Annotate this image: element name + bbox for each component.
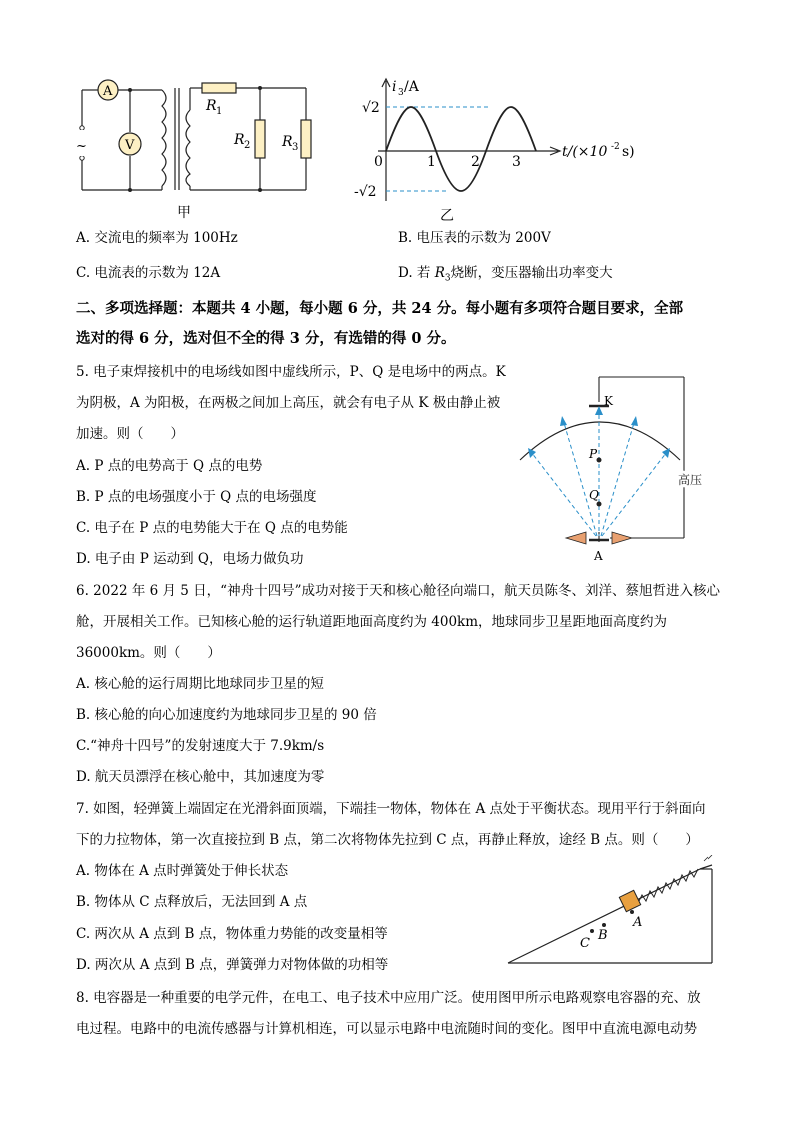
q4-option-c: C. 电流表的示数为 12A (76, 265, 221, 281)
y-axis-label: i (392, 79, 397, 95)
q5-option-c: C. 电子在 P 点的电势能大于在 Q 点的电势能 (76, 520, 348, 536)
q6-option-b: B. 核心舱的向心加速度约为地球同步卫星的 90 倍 (76, 707, 377, 723)
ac-symbol: ~ (76, 139, 87, 154)
q7-stem-line2: 下的力拉物体，第一次直接拉到 B 点，第二次将物体先拉到 C 点，再静止释放，途经 B 点。则（ ） (76, 832, 699, 848)
resistor-r1 (202, 83, 236, 93)
r1-label: R (206, 98, 217, 114)
q5-option-b: B. P 点的电场强度小于 Q 点的电场强度 (76, 489, 317, 505)
q6-stem-line2: 舱，开展相关工作。已知核心舱的运行轨道距地面高度约为 400km，地球同步卫星距地面高度约为 (76, 614, 668, 630)
sine-curve (386, 107, 536, 191)
section2-header-line2: 选对的得 6 分，选对但不全的得 3 分，有选错的得 0 分。 (76, 330, 456, 347)
q5-stem-line2: 为阴极，A 为阳极，在两极之间加上高压，就会有电子从 K 极由静止被 (76, 395, 501, 411)
point-q-label: Q (589, 488, 599, 502)
r1-sub: 1 (216, 106, 223, 117)
q7-option-a: A. 物体在 A 点时弹簧处于伸长状态 (76, 863, 289, 879)
y-tick-bottom: -√2 (354, 184, 377, 200)
q8-stem-line1: 8. 电容器是一种重要的电学元件，在电工、电子技术中应用广泛。使用图甲所示电路观察电容器的充、放 (76, 990, 701, 1006)
point-a-label: A (633, 915, 643, 930)
point-b-label: B (598, 928, 608, 943)
q5-option-d: D. 电子由 P 运动到 Q，电场力做负功 (76, 551, 304, 567)
origin-label: 0 (374, 154, 383, 170)
q4-option-b: B. 电压表的示数为 200V (398, 230, 551, 246)
block (619, 890, 640, 911)
q6-stem-line1: 6. 2022 年 6 月 5 日，“神舟十四号”成功对接于天和核心舱径向端口，航天员陈冬、刘洋、蔡旭哲进入核心 (76, 583, 720, 599)
r2-sub: 2 (244, 140, 251, 151)
q6-option-c: C.“神舟十四号”的发射速度大于 7.9km/s (76, 738, 325, 754)
q4-option-a: A. 交流电的频率为 100Hz (76, 230, 238, 246)
figure-q5-field (510, 372, 710, 568)
point-c-label: C (580, 936, 590, 951)
q6-stem-line3: 36000km。则（ ） (76, 645, 221, 661)
x-tick-2: 2 (471, 154, 480, 170)
q8-stem-line2: 电过程。电路中的电流传感器与计算机相连，可以显示电路中电流随时间的变化。图甲中直流电源电动势 (76, 1021, 697, 1037)
figure-jia-caption: 甲 (177, 205, 191, 221)
x-axis-exp: -2 (611, 142, 620, 152)
q6-option-d: D. 航天员漂浮在核心舱中，其加速度为零 (76, 769, 325, 785)
r3-sub: 3 (292, 142, 299, 153)
high-voltage-label: 高压 (678, 473, 703, 487)
figure-yi-graph (350, 75, 640, 205)
q5-stem-line3: 加速。则（ ） (76, 426, 184, 442)
section2-header-line1: 二、多项选择题：本题共 4 小题，每小题 6 分，共 24 分。每小题有多项符合题目要求，全部 (76, 300, 684, 317)
q7-stem-line1: 7. 如图，轻弹簧上端固定在光滑斜面顶端，下端挂一物体，物体在 A 点处于平衡状态。现用平行于斜面向 (76, 801, 706, 817)
q7-option-c: C. 两次从 A 点到 B 点，物体重力势能的改变量相等 (76, 926, 388, 942)
resistor-r3 (301, 120, 311, 158)
cathode-label: K (604, 394, 613, 408)
y-tick-top: √2 (362, 100, 380, 116)
r3-label: R (282, 134, 293, 150)
y-axis-unit: /A (404, 79, 419, 95)
figure-yi-caption: 乙 (440, 208, 454, 224)
r2-label: R (234, 132, 245, 148)
anode-label: A (594, 549, 603, 563)
q7-option-b: B. 物体从 C 点释放后，无法回到 A 点 (76, 894, 308, 910)
x-axis-unit: s) (622, 144, 635, 160)
q5-option-a: A. P 点的电势高于 Q 点的电势 (76, 458, 263, 474)
x-axis-label: t/(×10 (562, 144, 608, 160)
q5-stem-line1: 5. 电子束焊接机中的电场线如图中虚线所示，P、Q 是电场中的两点。K (76, 364, 506, 380)
q7-option-d: D. 两次从 A 点到 B 点，弹簧弹力对物体做的功相等 (76, 957, 389, 973)
y-axis-sub: 3 (398, 88, 404, 98)
x-tick-3: 3 (512, 154, 521, 170)
q6-option-a: A. 核心舱的运行周期比地球同步卫星的短 (76, 676, 324, 692)
figure-q7-incline (500, 855, 720, 970)
point-p-label: P (589, 447, 598, 461)
resistor-r2 (255, 120, 265, 158)
figure-jia-circuit (70, 70, 330, 230)
spring (638, 869, 698, 903)
voltmeter-label: V (125, 138, 135, 153)
x-tick-1: 1 (427, 154, 436, 170)
q4-option-d: D. 若 $R_3$烧断，变压器输出功率变大 (398, 265, 613, 284)
ammeter-label: A (103, 84, 113, 99)
